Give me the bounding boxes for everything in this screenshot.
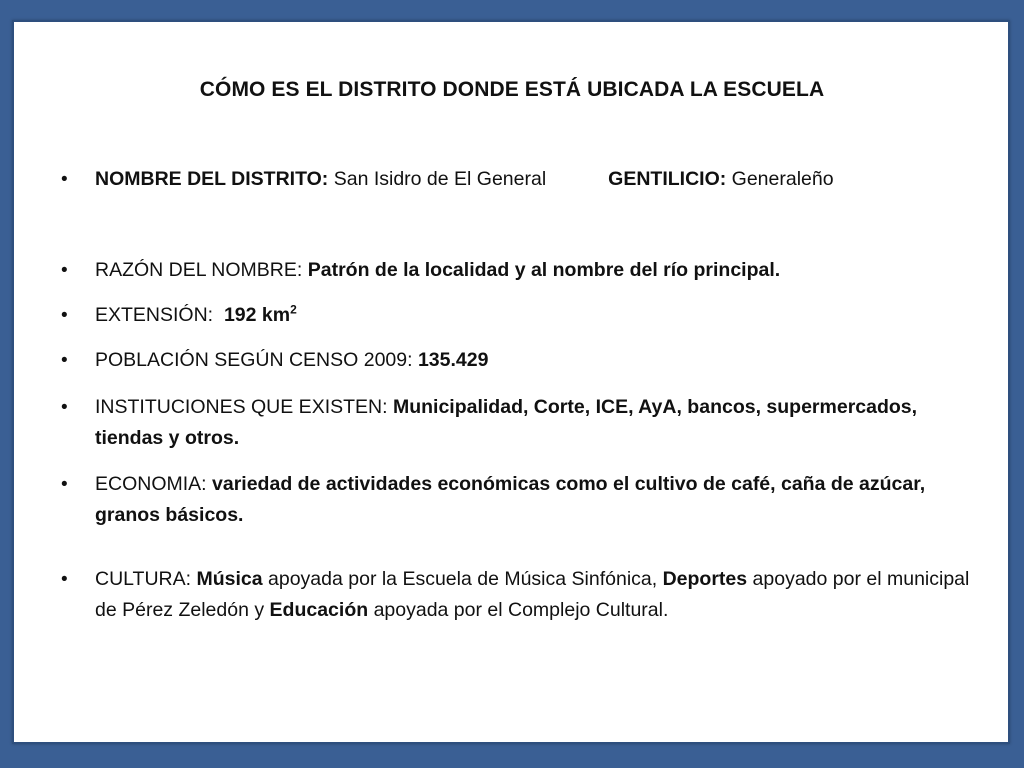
economia-value: variedad de actividades económicas como el cultivo de café, caña de azúcar, granos básicos. <box>95 473 926 526</box>
list-item-instituciones <box>61 392 975 454</box>
list-item-distrito <box>61 164 975 195</box>
instituciones-label: INSTITUCIONES QUE EXISTEN: <box>95 396 388 418</box>
razon-label: RAZÓN DEL NOMBRE: <box>95 259 303 281</box>
bullet: • <box>61 260 68 281</box>
bullet: • <box>61 169 68 190</box>
list-item-razon <box>61 255 975 286</box>
razon-value: Patrón de la localidad y al nombre del río principal. <box>307 259 781 281</box>
poblacion-label: POBLACIÓN SEGÚN CENSO 2009: <box>95 349 413 371</box>
distrito-label: NOMBRE DEL DISTRITO: <box>95 168 329 190</box>
bullet: • <box>61 569 68 590</box>
cultura-deportes-text: apoyado por el municipal de Pérez Zeledón y <box>95 568 970 621</box>
extension-label: EXTENSIÓN: <box>95 304 214 326</box>
list-item-cultura <box>61 564 975 626</box>
bullet: • <box>61 397 68 418</box>
gentilicio-value: Generaleño <box>731 168 834 190</box>
instituciones-value: Municipalidad, Corte, ICE, AyA, bancos, supermercados, tiendas y otros. <box>95 396 918 449</box>
distrito-value: San Isidro de El General <box>333 168 547 190</box>
cultura-label: CULTURA: <box>95 568 192 590</box>
bullet: • <box>61 350 68 371</box>
extension-value: 192 km <box>223 304 291 326</box>
slide-frame <box>12 20 1010 744</box>
cultura-musica-text: apoyada por la Escuela de Música Sinfónica, <box>268 568 658 590</box>
poblacion-value: 135.429 <box>417 349 489 371</box>
bullet: • <box>61 305 68 326</box>
bullet: • <box>61 474 68 495</box>
extension-superscript: 2 <box>290 302 297 317</box>
gentilicio-label: GENTILICIO: <box>608 168 727 190</box>
cultura-musica: Música <box>196 568 263 590</box>
cultura-educacion-text: apoyada por el Complejo Cultural. <box>373 599 669 621</box>
economia-label: ECONOMIA: <box>95 473 207 495</box>
cultura-educacion: Educación <box>269 599 369 621</box>
slide-title: CÓMO ES EL DISTRITO DONDE ESTÁ UBICADA LA ESCUELA <box>199 78 825 101</box>
cultura-deportes: Deportes <box>662 568 748 590</box>
list-item-poblacion <box>61 345 975 376</box>
list-item-economia <box>61 469 975 531</box>
list-item-extension <box>61 300 975 331</box>
